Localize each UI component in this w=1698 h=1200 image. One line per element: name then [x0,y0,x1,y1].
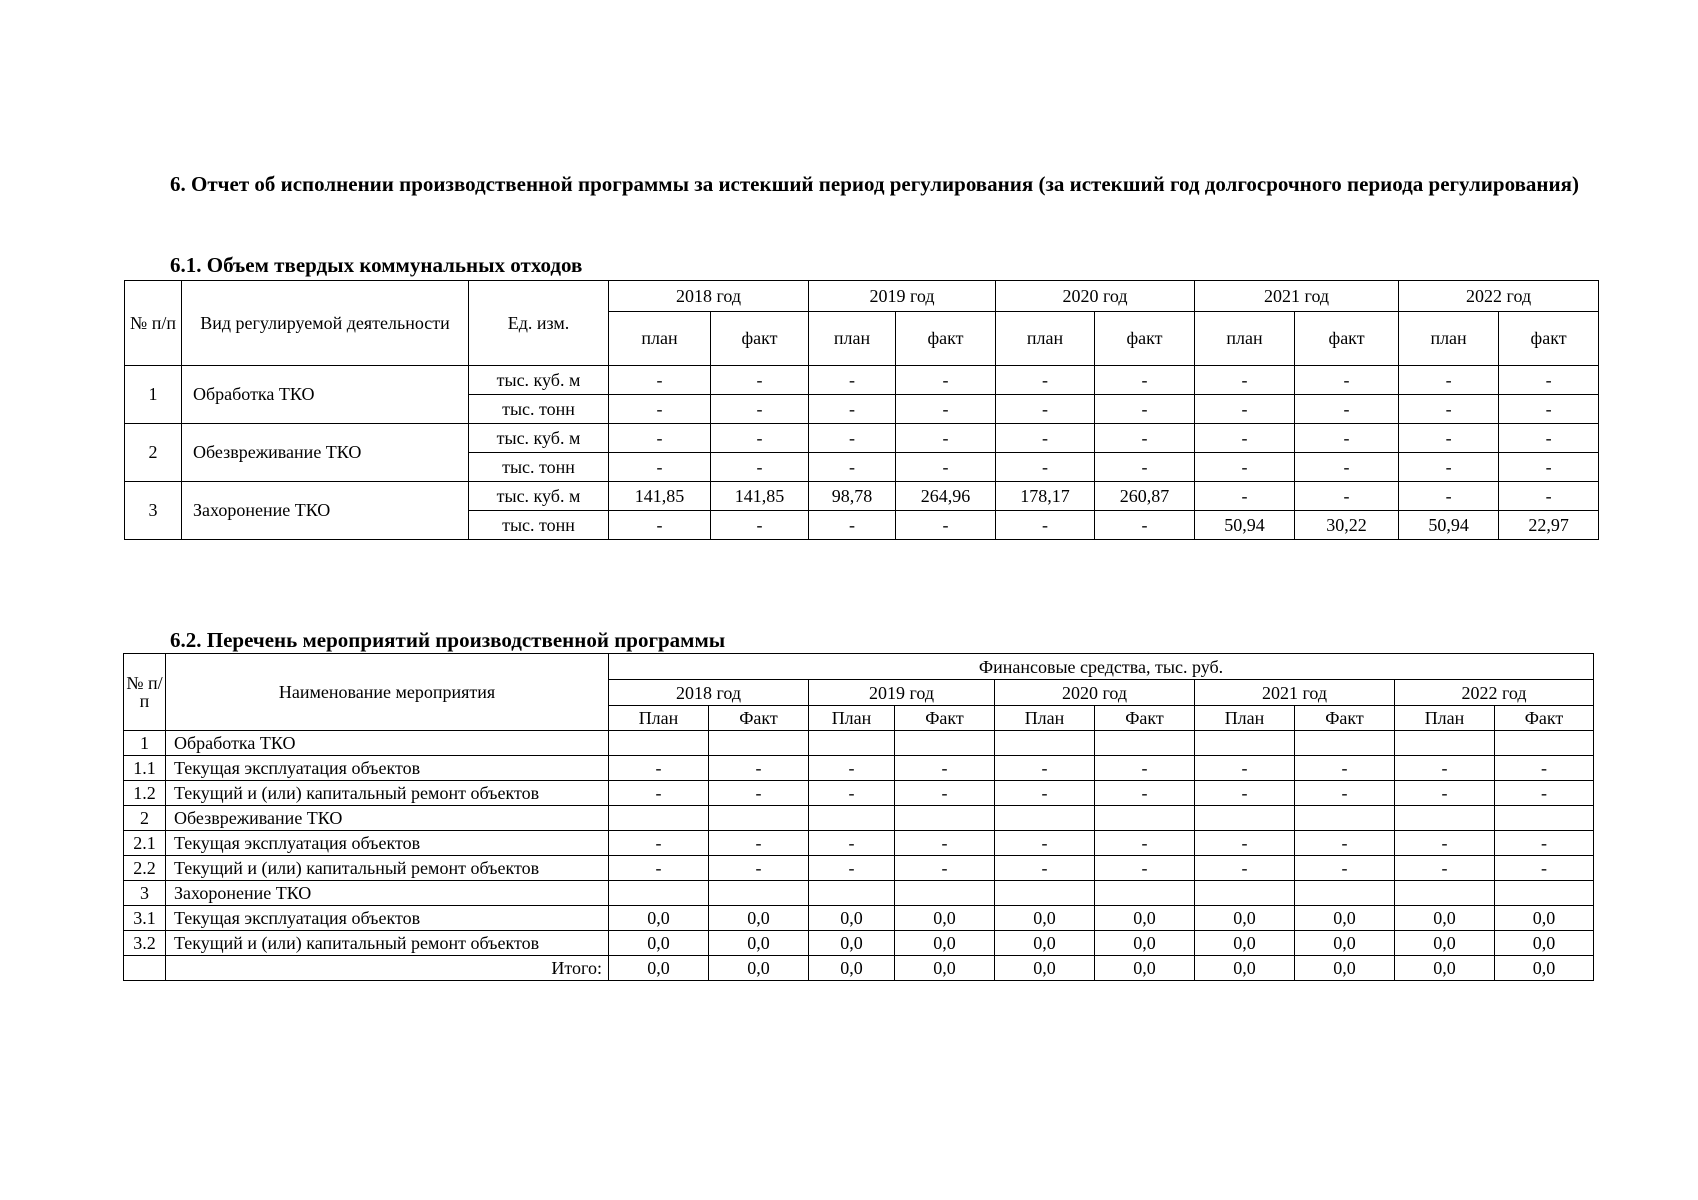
header-finance: Финансовые средства, тыс. руб. [609,654,1594,680]
table-row [124,931,1594,956]
table-row [124,906,1594,931]
total-value-cell: 0,0 [1295,956,1395,981]
value-cell [1295,806,1395,831]
value-cell: - [1195,781,1295,806]
table-row [125,482,1599,511]
value-cell: - [1399,482,1499,511]
value-cell: - [995,831,1095,856]
value-cell: 0,0 [609,906,709,931]
value-cell: 0,0 [709,931,809,956]
row-measure-name: Текущий и (или) капитальный ремонт объектов [166,856,609,881]
value-cell: 50,94 [1399,511,1499,540]
value-cell: - [711,366,809,395]
value-cell: - [809,453,896,482]
value-cell: 264,96 [896,482,996,511]
row-num: 2 [124,806,166,831]
value-cell [1095,731,1195,756]
value-cell: - [1095,756,1195,781]
value-cell: 0,0 [1095,931,1195,956]
section-title-waste-volume: 6.1. Объем твердых коммунальных отходов [170,253,583,277]
value-cell: - [1195,366,1295,395]
row-num: 2.1 [124,831,166,856]
value-cell: - [609,366,711,395]
value-cell: - [996,424,1095,453]
header-plan: План [609,706,709,731]
value-cell: - [1195,482,1295,511]
value-cell [995,881,1095,906]
value-cell: - [711,424,809,453]
row-num: 3.1 [124,906,166,931]
value-cell: 22,97 [1499,511,1599,540]
header-year: 2019 год [809,281,996,312]
value-cell [995,731,1095,756]
value-cell: 0,0 [1395,906,1495,931]
value-cell [895,731,995,756]
value-cell: 0,0 [995,931,1095,956]
row-num: 3 [124,881,166,906]
row-measure-name: Текущий и (или) капитальный ремонт объектов [166,781,609,806]
value-cell [809,731,895,756]
header-fact: Факт [1495,706,1594,731]
table-row [125,424,1599,453]
row-activity: Обезвреживание ТКО [182,424,469,482]
value-cell: - [609,424,711,453]
value-cell: - [1395,781,1495,806]
value-cell: - [1295,781,1395,806]
value-cell: - [1095,511,1195,540]
value-cell: - [809,395,896,424]
value-cell [609,806,709,831]
value-cell: 0,0 [809,931,895,956]
header-plan: План [995,706,1095,731]
header-year: 2022 год [1399,281,1599,312]
value-cell: - [895,856,995,881]
row-measure-name: Обезвреживание ТКО [166,806,609,831]
value-cell [995,806,1095,831]
value-cell: 178,17 [996,482,1095,511]
header-fact: Факт [709,706,809,731]
header-unit: Ед. изм. [469,281,609,366]
value-cell: - [1499,424,1599,453]
header-year: 2021 год [1195,281,1399,312]
value-cell: - [1395,756,1495,781]
row-num: 1.1 [124,756,166,781]
value-cell: 0,0 [895,931,995,956]
row-measure-name: Текущая эксплуатация объектов [166,831,609,856]
value-cell: - [809,366,896,395]
row-unit: тыс. тонн [469,395,609,424]
value-cell: - [1295,395,1399,424]
value-cell: - [896,453,996,482]
table-row [124,806,1594,831]
header-plan: план [996,312,1095,366]
value-cell: - [609,831,709,856]
value-cell: - [1295,756,1395,781]
row-num: 1 [125,366,182,424]
header-fact: факт [1295,312,1399,366]
value-cell: - [995,781,1095,806]
header-num: № п/п [124,654,166,731]
total-value-cell: 0,0 [1395,956,1495,981]
value-cell: - [1399,453,1499,482]
value-cell: - [1495,831,1594,856]
value-cell: 98,78 [809,482,896,511]
total-value-cell: 0,0 [895,956,995,981]
header-fact: Факт [1095,706,1195,731]
value-cell: - [995,856,1095,881]
value-cell: - [1195,453,1295,482]
value-cell: - [895,781,995,806]
value-cell: - [1195,424,1295,453]
total-value-cell: 0,0 [1195,956,1295,981]
header-year: 2021 год [1195,680,1395,706]
value-cell: - [1095,366,1195,395]
header-year: 2019 год [809,680,995,706]
value-cell: - [809,424,896,453]
header-year: 2022 год [1395,680,1594,706]
header-fact: факт [1095,312,1195,366]
value-cell: - [1499,395,1599,424]
value-cell: - [711,511,809,540]
value-cell: - [1295,424,1399,453]
value-cell: - [996,395,1095,424]
value-cell [1095,881,1195,906]
value-cell: - [895,831,995,856]
value-cell: 0,0 [1295,931,1395,956]
value-cell: 0,0 [609,931,709,956]
value-cell: - [609,395,711,424]
value-cell: - [809,856,895,881]
value-cell: - [1499,366,1599,395]
header-activity: Вид регулируемой деятельности [182,281,469,366]
value-cell [1195,881,1295,906]
value-cell: - [809,756,895,781]
value-cell: - [1295,482,1399,511]
value-cell: - [1395,831,1495,856]
value-cell [895,881,995,906]
value-cell: - [1095,781,1195,806]
value-cell: - [1195,831,1295,856]
total-value-cell: 0,0 [709,956,809,981]
row-num: 1 [124,731,166,756]
value-cell: 30,22 [1295,511,1399,540]
table-row [124,831,1594,856]
row-measure-name: Захоронение ТКО [166,881,609,906]
value-cell [1095,806,1195,831]
row-unit: тыс. тонн [469,511,609,540]
value-cell: - [609,453,711,482]
value-cell: - [1195,756,1295,781]
row-num: 1.2 [124,781,166,806]
value-cell [809,806,895,831]
value-cell [1495,806,1594,831]
value-cell: - [1295,831,1395,856]
value-cell: - [809,511,896,540]
value-cell: - [895,756,995,781]
value-cell: - [1095,831,1195,856]
value-cell: 0,0 [1195,906,1295,931]
program-measures-table [123,653,1594,981]
value-cell: - [809,831,895,856]
value-cell: 0,0 [1295,906,1395,931]
header-year: 2018 год [609,281,809,312]
total-value-cell: 0,0 [609,956,709,981]
row-num: 3.2 [124,931,166,956]
value-cell: - [609,511,711,540]
value-cell: - [1495,781,1594,806]
value-cell: - [809,781,895,806]
total-value-cell: 0,0 [809,956,895,981]
value-cell: 0,0 [709,906,809,931]
total-row [124,956,1594,981]
row-num: 3 [125,482,182,540]
value-cell [609,881,709,906]
header-measure-name: Наименование мероприятия [166,654,609,731]
value-cell: - [896,395,996,424]
value-cell: - [1395,856,1495,881]
value-cell: - [1295,366,1399,395]
value-cell: - [1095,424,1195,453]
row-num: 2 [125,424,182,482]
value-cell [1495,881,1594,906]
row-activity: Захоронение ТКО [182,482,469,540]
header-fact: Факт [1295,706,1395,731]
waste-volume-table [124,280,1599,540]
table-row [124,781,1594,806]
value-cell: 0,0 [1195,931,1295,956]
document-heading: 6. Отчет об исполнении производственной программы за истекший период регулирования (за истекший год долгосрочного периода регулирования) [170,172,1579,196]
value-cell: - [1095,856,1195,881]
value-cell: - [1295,856,1395,881]
value-cell: - [1095,453,1195,482]
value-cell: - [709,756,809,781]
row-unit: тыс. куб. м [469,366,609,395]
value-cell: - [709,856,809,881]
value-cell: 0,0 [1395,931,1495,956]
value-cell: - [896,424,996,453]
value-cell: - [996,366,1095,395]
header-plan: план [609,312,711,366]
header-fact: Факт [895,706,995,731]
row-activity: Обработка ТКО [182,366,469,424]
value-cell: - [609,856,709,881]
row-unit: тыс. куб. м [469,482,609,511]
value-cell: 141,85 [609,482,711,511]
header-fact: факт [896,312,996,366]
value-cell: - [1195,395,1295,424]
total-value-cell: 0,0 [1095,956,1195,981]
value-cell: - [1495,856,1594,881]
value-cell [1295,731,1395,756]
value-cell [1195,731,1295,756]
value-cell [1395,881,1495,906]
value-cell: 141,85 [711,482,809,511]
value-cell: 50,94 [1195,511,1295,540]
total-value-cell: 0,0 [1495,956,1594,981]
row-measure-name: Текущая эксплуатация объектов [166,906,609,931]
value-cell: - [609,756,709,781]
header-plan: план [1399,312,1499,366]
value-cell [1295,881,1395,906]
table-row [124,856,1594,881]
value-cell [1395,731,1495,756]
value-cell: 0,0 [1495,906,1594,931]
header-plan: план [809,312,896,366]
value-cell [1395,806,1495,831]
value-cell: - [896,511,996,540]
header-plan: План [1395,706,1495,731]
table-row [125,366,1599,395]
value-cell: - [1499,482,1599,511]
value-cell: 0,0 [895,906,995,931]
value-cell: 0,0 [1095,906,1195,931]
value-cell: - [1499,453,1599,482]
row-unit: тыс. тонн [469,453,609,482]
row-measure-name: Текущая эксплуатация объектов [166,756,609,781]
value-cell [895,806,995,831]
value-cell: 0,0 [995,906,1095,931]
header-fact: факт [1499,312,1599,366]
header-plan: план [1195,312,1295,366]
value-cell [1195,806,1295,831]
header-year: 2018 год [609,680,809,706]
value-cell [1495,731,1594,756]
value-cell: 0,0 [809,906,895,931]
total-label: Итого: [166,956,609,981]
table-row [124,756,1594,781]
header-plan: План [809,706,895,731]
value-cell [709,731,809,756]
row-measure-name: Текущий и (или) капитальный ремонт объектов [166,931,609,956]
value-cell: - [1095,395,1195,424]
value-cell: - [1399,395,1499,424]
value-cell [709,881,809,906]
row-measure-name: Обработка ТКО [166,731,609,756]
total-value-cell: 0,0 [995,956,1095,981]
value-cell [709,806,809,831]
total-num-cell [124,956,166,981]
value-cell [809,881,895,906]
value-cell: - [711,453,809,482]
value-cell: - [709,781,809,806]
table-row [124,731,1594,756]
header-year: 2020 год [995,680,1195,706]
value-cell: - [1195,856,1295,881]
header-plan: План [1195,706,1295,731]
value-cell: - [896,366,996,395]
value-cell: 260,87 [1095,482,1195,511]
value-cell: - [995,756,1095,781]
value-cell: - [996,511,1095,540]
value-cell [609,731,709,756]
value-cell: - [1495,756,1594,781]
row-num: 2.2 [124,856,166,881]
value-cell: - [709,831,809,856]
value-cell: - [711,395,809,424]
header-fact: факт [711,312,809,366]
header-num: № п/п [125,281,182,366]
section-title-program-measures: 6.2. Перечень мероприятий производственной программы [170,628,726,652]
value-cell: - [1295,453,1399,482]
row-unit: тыс. куб. м [469,424,609,453]
table-row [124,881,1594,906]
value-cell: - [1399,366,1499,395]
header-year: 2020 год [996,281,1195,312]
value-cell: - [609,781,709,806]
value-cell: 0,0 [1495,931,1594,956]
value-cell: - [1399,424,1499,453]
value-cell: - [996,453,1095,482]
